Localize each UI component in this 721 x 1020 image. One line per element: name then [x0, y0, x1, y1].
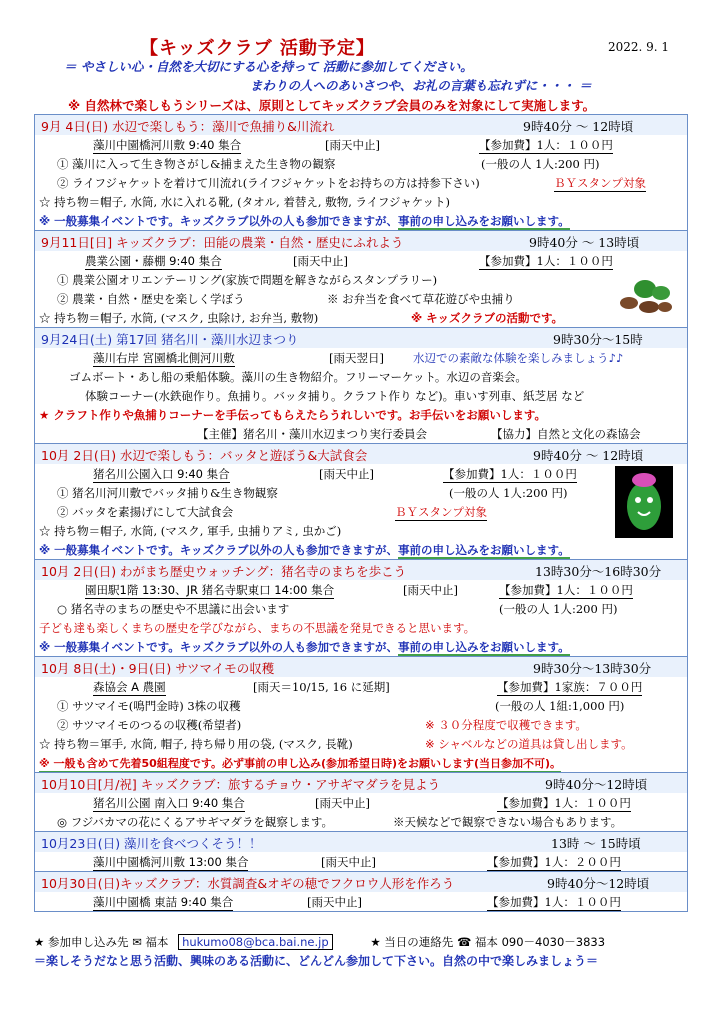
page-title: 【キッズクラブ 活動予定】	[140, 38, 375, 59]
event-header	[35, 560, 687, 580]
meeting-place: 森協会 A 農園	[93, 680, 166, 694]
event-title: 10月30日(日)キッズクラブ：水質調査&オギの穂でフクロウ人形を作ろう	[41, 876, 455, 891]
issue-date: 2022. 9. 1	[608, 40, 670, 54]
closing-message: ＝楽しそうだなと思う活動、興味のある活動に、どんどん参加して下さい。自然の中で楽しみましょう＝	[34, 954, 599, 968]
events-table	[34, 114, 688, 912]
event-block	[35, 772, 687, 831]
event-title: 10月23日(日) 藻川を食べつくそう！！	[41, 836, 262, 851]
cactus-mascot-icon	[615, 466, 673, 538]
event-block	[35, 656, 687, 772]
organizer: 【主催】猪名川・藻川水辺まつり実行委員会	[197, 427, 427, 441]
event-description: ゴムボート・あし船の乗船体験。藻川の生き物紹介。フリーマーケット。水辺の音楽会。	[69, 370, 527, 384]
fee: 【参加費】1家族：７００円	[497, 680, 643, 694]
general-notice: ※ 一般募集イベントです。キッズクラブ以外の人も参加できますが、事前の申し込みをお願いします。	[39, 214, 570, 228]
sweet-potato-icon	[615, 275, 675, 315]
activity-item: ① サツマイモ(鳴門金時) 3株の収穫	[57, 699, 241, 713]
rain-policy: [雨天中止]	[321, 855, 376, 869]
intro-line-2: まわりの人へのあいさつや、お礼の言葉も忘れずに・・・ ＝	[250, 78, 592, 93]
event-time: 9時40分 ～ 13時頃	[529, 235, 640, 250]
apply-label: ★ 参加申し込み先 ✉ 福本	[34, 935, 169, 949]
event-title: 10月 2日(日) 水辺で楽しもう：バッタと遊ぼう&大試食会	[41, 448, 368, 463]
rain-policy: [雨天中止]	[307, 895, 362, 909]
event-header	[35, 115, 687, 135]
event-title: 10月10日[月/祝] キッズクラブ：旅するチョウ・アサギマダラを見よう	[41, 777, 441, 792]
items-to-bring: ☆ 持ち物＝帽子, 水筒, (マスク, 軍手, 虫捕りアミ, 虫かご)	[39, 524, 342, 538]
event-title: 9月24日(土) 第17回 猪名川・藻川水辺まつり	[41, 332, 299, 347]
event-header	[35, 231, 687, 251]
event-block	[35, 831, 687, 871]
event-block	[35, 115, 687, 230]
event-description: 体験コーナー(水鉄砲作り。魚捕り。バッタ捕り。クラフト作り など)。車いす列車、紙芝居 など	[85, 389, 585, 403]
event-time: 9時30分～13時30分	[533, 661, 652, 676]
volunteer-request: ★ クラフト作りや魚捕りコーナーを手伝ってもらえたらうれしいです。お手伝いをお願いします。	[39, 408, 546, 422]
event-time: 9時40分 ～ 12時頃	[533, 448, 644, 463]
meeting-place: 猪名川公園 南入口 9:40 集合	[93, 796, 245, 810]
activity-item: ① 藻川に入って生き物さがし&捕まえた生き物の観察	[57, 157, 336, 171]
event-block	[35, 230, 687, 327]
event-time: 13時30分～16時30分	[535, 564, 662, 579]
event-block	[35, 327, 687, 443]
event-title: 10月 8日(土)・9日(日) サツマイモの収穫	[41, 661, 275, 676]
meeting-place: 園田駅1階 13:30、JR 猪名寺駅東口 14:00 集合	[85, 583, 335, 597]
activity-item: ② ライフジャケットを着けて川流れ(ライフジャケットをお持ちの方は持参下さい)	[57, 176, 480, 190]
event-time: 9時40分～12時頃	[547, 876, 650, 891]
event-tagline: 子ども達も楽しくまちの歴史を学びながら、まちの不思議を発見できると思います。	[39, 621, 476, 635]
items-to-bring: ☆ 持ち物＝帽子, 水筒, 水に入れる靴, (タオル, 着替え, 敷物, ライフジャケット)	[39, 195, 451, 209]
activity-item: ② バッタを素揚げにして大試食会	[57, 505, 234, 519]
day-contact: ★ 当日の連絡先 ☎ 福本 090－4030－3833	[370, 935, 606, 949]
rain-policy: [雨天中止]	[315, 796, 370, 810]
activity-item: ② サツマイモのつるの収穫(希望者)	[57, 718, 242, 732]
intro-line-1: ＝ やさしい心・自然を大切にする心を持って 活動に参加してください。	[64, 59, 473, 74]
rain-policy: [雨天＝10/15, 16 に延期]	[253, 680, 390, 694]
activity-note: ※天候などで観察できない場合もあります。	[393, 815, 623, 829]
event-block	[35, 871, 687, 911]
fee: 【参加費】1人：１００円	[487, 895, 621, 909]
event-tagline: 水辺での素敵な体験を楽しみましょう♪♪	[413, 351, 624, 365]
event-header	[35, 328, 687, 348]
event-header	[35, 773, 687, 793]
general-fee: (一般の人 1人:200 円)	[499, 602, 618, 616]
kids-club-notice: ※ キッズクラブの活動です。	[411, 311, 564, 325]
event-time: 9時30分～15時	[553, 332, 643, 347]
cooperator: 【協力】自然と文化の森協会	[491, 427, 641, 441]
meeting-place: 藻川右岸 宮園橋北側河川敷	[93, 351, 235, 365]
event-header	[35, 872, 687, 892]
rain-policy: [雨天中止]	[293, 254, 348, 268]
general-fee: (一般の人 1人:200 円)	[481, 157, 600, 171]
meeting-place: 農業公園・藤棚 9:40 集合	[85, 254, 222, 268]
tool-note: ※ シャベルなどの道具は貸し出します。	[425, 737, 633, 751]
event-time: 9時40分～12時頃	[545, 777, 648, 792]
event-header	[35, 657, 687, 677]
general-notice: ※ 一般募集イベントです。キッズクラブ以外の人も参加できますが、事前の申し込みをお願いします。	[39, 640, 570, 654]
rain-policy: [雨天中止]	[403, 583, 458, 597]
event-time: 9時40分 ～ 12時頃	[523, 119, 634, 134]
event-block	[35, 443, 687, 559]
fee: 【参加費】1人：１００円	[479, 254, 613, 268]
activity-note: ※ ３０分程度で収穫できます。	[425, 718, 587, 732]
membership-notice: ※ 自然林で楽しもうシリーズは、原則としてキッズクラブ会員のみを対象にして実施します。	[68, 98, 596, 113]
meeting-place: 藻川中園橋河川敷 9:40 集合	[93, 138, 242, 152]
event-title: 9月11日[日] キッズクラブ：田能の農業・自然・歴史にふれよう	[41, 235, 404, 250]
reservation-warning: ※ 一般も含めて先着50組程度です。必ず事前の申し込み(参加希望日時)をお願いします(当日参加不可)。	[39, 755, 561, 773]
event-title: 10月 2日(日) わがまち歴史ウォッチング：猪名寺のまちを歩こう	[41, 564, 407, 579]
activity-item: ① 農業公園オリエンテーリング(家族で問題を解きながらスタンプラリー)	[57, 273, 438, 287]
activity-item: ② 農業・自然・歴史を楽しく学ぼう	[57, 292, 245, 306]
activity-note: ※ お弁当を食べて草花遊びや虫捕り	[327, 292, 515, 306]
email-link[interactable]: hukumo08@bca.bai.ne.jp	[178, 934, 333, 950]
items-to-bring: ☆ 持ち物＝軍手, 水筒, 帽子, 持ち帰り用の袋, (マスク, 長靴)	[39, 737, 353, 751]
general-fee: (一般の人 1人:200 円)	[449, 486, 568, 500]
meeting-place: 藻川中園橋 東詰 9:40 集合	[93, 895, 234, 909]
event-block	[35, 559, 687, 656]
contact-footer	[34, 934, 605, 950]
meeting-place: 藻川中園橋河川敷 13:00 集合	[93, 855, 249, 869]
fee: 【参加費】1人：１００円	[499, 583, 633, 597]
event-time: 13時 ～ 15時頃	[551, 836, 641, 851]
event-header	[35, 832, 687, 852]
items-to-bring: ☆ 持ち物＝帽子, 水筒, (マスク, 虫除け, お弁当, 敷物)	[39, 311, 319, 325]
rain-policy: [雨天翌日]	[329, 351, 384, 365]
event-header	[35, 444, 687, 464]
rain-policy: [雨天中止]	[319, 467, 374, 481]
stamp-badge: ＢＹスタンプ対象	[395, 505, 487, 519]
rain-policy: [雨天中止]	[325, 138, 380, 152]
activity-item: ① 猪名川河川敷でバッタ捕り&生き物観察	[57, 486, 278, 500]
activity-item: ○ 猪名寺のまちの歴史や不思議に出会います	[57, 602, 290, 616]
activity-item: ◎ フジバカマの花にくるアサギマダラを観察します。	[57, 815, 334, 829]
meeting-place: 猪名川公園入口 9:40 集合	[93, 467, 230, 481]
general-fee: (一般の人 1組:1,000 円)	[495, 699, 625, 713]
event-title: 9月 4日(日) 水辺で楽しもう：藻川で魚捕り&川流れ	[41, 119, 335, 134]
stamp-badge: ＢＹスタンプ対象	[554, 176, 646, 190]
fee: 【参加費】1人：１００円	[479, 138, 613, 152]
fee: 【参加費】1人：２００円	[487, 855, 621, 869]
fee: 【参加費】1人：１００円	[497, 796, 631, 810]
fee: 【参加費】1人：１００円	[443, 467, 577, 481]
general-notice: ※ 一般募集イベントです。キッズクラブ以外の人も参加できますが、事前の申し込みをお願いします。	[39, 543, 570, 557]
